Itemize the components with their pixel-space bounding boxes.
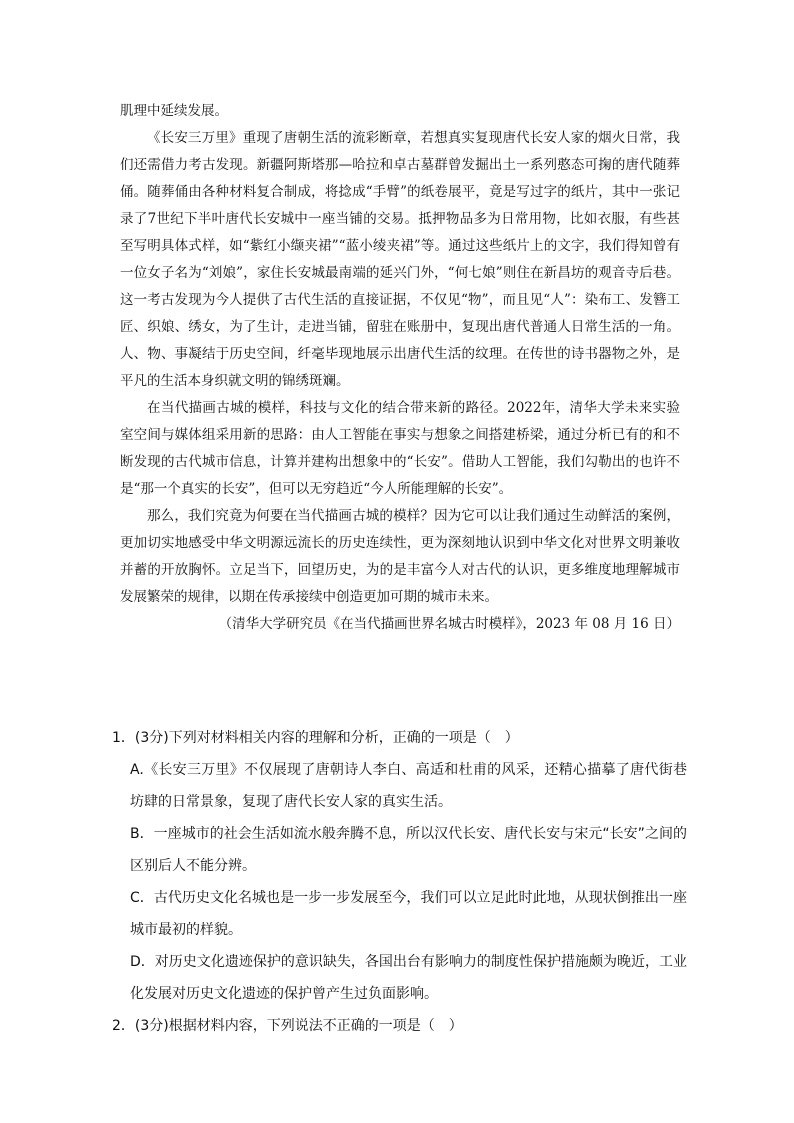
- question-1-option-c[interactable]: C．古代历史文化名城也是一步一步发展至今，我们可以立足此时此地，从现状倒推出一座城市最初的样貌。: [130, 890, 687, 938]
- question-list: [112, 722, 687, 1042]
- passage-source: （清华大学研究员《在当代描画世界名城古时模样》，2023 年 08 月 16 日）: [218, 616, 680, 632]
- passage-paragraph-2: 《长安三万里》重现了唐朝生活的流彩断章，若想真实复现唐代长安人家的烟火日常，我们还需借力考古发现。新疆阿斯塔那—哈拉和卓古墓群曾发掘出土一系列憨态可掬的唐代随葬俑。随葬俑由各种材料复合制成，将捻成“手臂”的纸卷展平，竟是写过字的纸片，其中一张记录了7世纪下半叶唐代长安城中一座当铺的交易。抵押物品多为日常用物，比如衣服，有些甚至写明具体式样，如“紫红小缬夹裙”“蓝小绫夹裙”等。通过这些纸片上的文字，我们得知曾有一位女子名为“刘娘”，家住长安城最南端的延兴门外，“何七娘”则住在新昌坊的观音寺后巷。这一考古发现为今人提供了古代生活的直接证据，不仅见“物”，而且见“人”：染布工、发簪工匠、织娘、绣女，为了生计，走进当铺，留驻在账册中，复现出唐代普通人日常生活的一角。人、物、事凝结于历史空间，纤毫毕现地展示出唐代生活的纹理。在传世的诗书器物之外，是平凡的生活本身织就文明的锦绣斑斓。: [120, 130, 680, 389]
- passage-paragraph-4: 那么，我们究竟为何要在当代描画古城的模样？因为它可以让我们通过生动鲜活的案例，更加切实地感受中华文明源远流长的历史连续性，更为深刻地认识到中华文化对世界文明兼收并蓄的开放胸怀。立足当下，回望历史，为的是丰富今人对古代的认识，更多维度地理解城市发展繁荣的规律，以期在传承接续中创造更加可期的城市未来。: [120, 508, 680, 605]
- question-1-stem: 1．(3分)下列对材料相关内容的理解和分析，正确的一项是（ ）: [112, 730, 519, 746]
- reading-passage: [120, 98, 680, 638]
- question-1-option-a[interactable]: A.《长安三万里》不仅展现了唐朝诗人李白、高适和杜甫的风采，还精心描摹了唐代街巷坊肆的日常景象，复现了唐代长安人家的真实生活。: [130, 762, 687, 810]
- passage-paragraph-3: 在当代描画古城的模样，科技与文化的结合带来新的路径。2022年，清华大学未来实验室空间与媒体组采用新的思路：由人工智能在事实与想象之间搭建桥梁，通过分析已有的和不断发现的古代城市信息，计算并建构出想象中的“长安”。借助人工智能，我们勾勒出的也许不是“那一个真实的长安”，但可以无穷趋近“今人所能理解的长安”。: [120, 400, 680, 497]
- passage-paragraph-1: 肌理中延续发展。: [120, 103, 228, 119]
- question-1-option-d[interactable]: D．对历史文化遗迹保护的意识缺失，各国出台有影响力的制度性保护措施颇为晚近，工业化发展对历史文化遗迹的保护曾产生过负面影响。: [130, 954, 687, 1002]
- question-2-stem: 2．(3分)根据材料内容，下列说法不正确的一项是（ ）: [112, 1018, 463, 1034]
- question-1-option-b[interactable]: B．一座城市的社会生活如流水般奔腾不息，所以汉代长安、唐代长安与宋元“长安”之间的区别后人不能分辨。: [130, 826, 687, 874]
